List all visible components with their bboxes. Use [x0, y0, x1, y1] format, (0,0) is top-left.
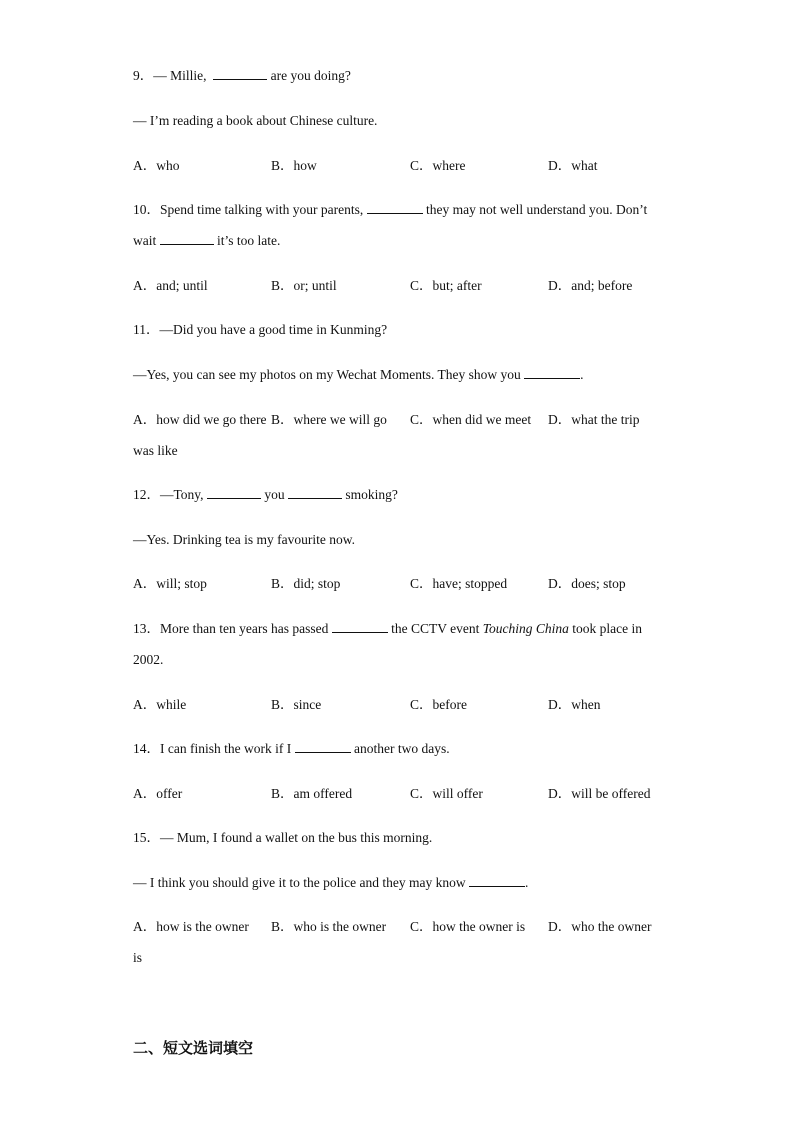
option-d-wrap: is	[133, 950, 143, 965]
answer-blank	[332, 620, 388, 633]
answer-blank	[367, 201, 423, 214]
option-d: D．and; before	[548, 278, 633, 293]
option-a: A．while	[133, 697, 187, 712]
question-13-stem: 13．More than ten years has passed the CCTV event Touching China took place in	[133, 621, 642, 636]
question-9-stem: 9．— Millie, are you doing?	[133, 68, 351, 83]
answer-blank	[160, 232, 214, 245]
option-b: B．am offered	[271, 786, 353, 801]
question-11-reply: —Yes, you can see my photos on my Wechat Moments. They show you .	[133, 367, 584, 382]
question-number: 9．	[133, 68, 154, 83]
option-a: A．will; stop	[133, 576, 207, 591]
option-c: C．but; after	[410, 278, 482, 293]
question-10-stem: 10．Spend time talking with your parents, they may not well understand you. Don’t	[133, 202, 648, 217]
answer-blank	[295, 740, 351, 753]
question-number: 13．	[133, 621, 160, 636]
option-a: A．who	[133, 158, 180, 173]
question-10-stem-line2: wait it’s too late.	[133, 233, 281, 248]
option-b: B．or; until	[271, 278, 337, 293]
option-d-wrap: was like	[133, 443, 178, 458]
question-number: 11．	[133, 322, 160, 337]
option-d: D．when	[548, 697, 601, 712]
answer-blank	[288, 486, 342, 499]
question-11-stem: 11．—Did you have a good time in Kunming?	[133, 322, 388, 337]
option-c: C．when did we meet	[410, 412, 532, 427]
option-c: C．before	[410, 697, 467, 712]
option-c: C．have; stopped	[410, 576, 508, 591]
option-c: C．how the owner is	[410, 919, 526, 934]
option-b: B．how	[271, 158, 317, 173]
answer-blank	[213, 67, 267, 80]
question-number: 10．	[133, 202, 160, 217]
question-9-reply: — I’m reading a book about Chinese culture.	[133, 113, 378, 128]
option-b: B．since	[271, 697, 322, 712]
option-a: A．and; until	[133, 278, 208, 293]
question-12-stem: 12．—Tony, you smoking?	[133, 487, 398, 502]
question-number: 15．	[133, 830, 160, 845]
option-d: D．what the trip	[548, 412, 640, 427]
option-b: B．who is the owner	[271, 919, 387, 934]
question-13-stem-line2: 2002.	[133, 652, 164, 667]
option-d: D．does; stop	[548, 576, 626, 591]
option-a: A．how is the owner	[133, 919, 249, 934]
event-name: Touching China	[482, 621, 569, 636]
question-15-stem: 15．— Mum, I found a wallet on the bus this morning.	[133, 830, 433, 845]
option-d: D．who the owner	[548, 919, 652, 934]
question-number: 12．	[133, 487, 160, 502]
question-15-reply: — I think you should give it to the police and they may know .	[133, 875, 529, 890]
option-b: B．where we will go	[271, 412, 387, 427]
option-a: A．offer	[133, 786, 183, 801]
option-d: D．what	[548, 158, 598, 173]
option-c: C．where	[410, 158, 466, 173]
option-c: C．will offer	[410, 786, 483, 801]
section-title: 二、短文选词填空	[133, 1039, 254, 1057]
answer-blank	[524, 366, 580, 379]
answer-blank	[207, 486, 261, 499]
answer-blank	[469, 874, 525, 887]
question-14-stem: 14．I can finish the work if I another two days.	[133, 741, 450, 756]
question-12-reply: —Yes. Drinking tea is my favourite now.	[133, 532, 355, 547]
option-b: B．did; stop	[271, 576, 341, 591]
question-number: 14．	[133, 741, 160, 756]
option-d: D．will be offered	[548, 786, 651, 801]
option-a: A．how did we go there	[133, 412, 267, 427]
